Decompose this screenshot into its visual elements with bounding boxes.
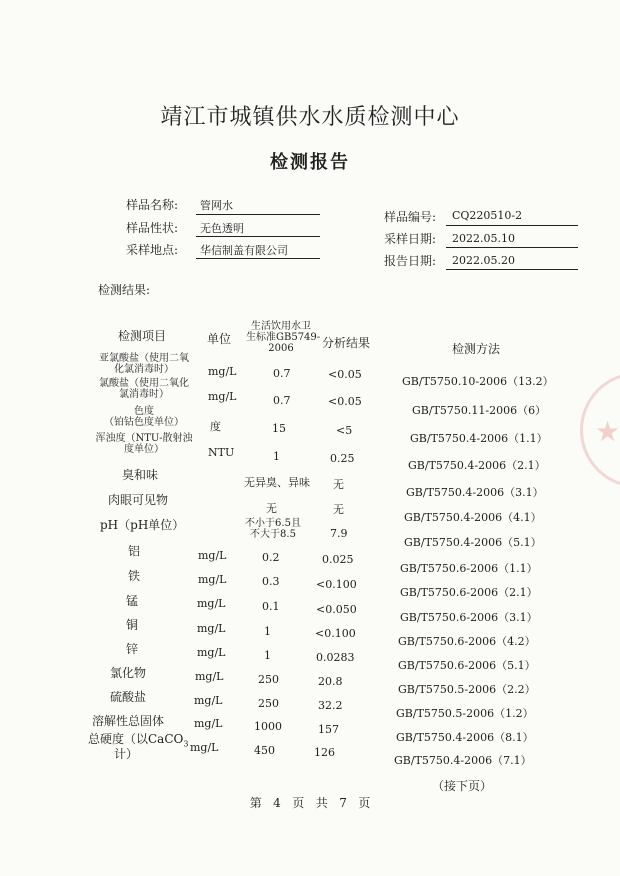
row-16-item-text: 总硬度（以CaCO <box>88 732 184 746</box>
row-2-unit: mg/L <box>208 390 237 403</box>
row-10-method: GB/T5750.6-2006（3.1） <box>400 611 538 624</box>
row-16-result: 126 <box>314 746 335 759</box>
row-16-unit: mg/L <box>190 741 219 754</box>
row-8-item: 铝 <box>128 544 141 558</box>
row-2-item <box>90 378 198 400</box>
row-5-item: 臭和味 <box>122 468 159 482</box>
row-16-limit: 450 <box>254 744 275 757</box>
row-4-limit: 1 <box>273 450 280 463</box>
header-unit: 单位 <box>207 332 232 346</box>
row-1-item-line2: 化氯消毒时） <box>114 364 174 375</box>
row-15-limit: 1000 <box>254 720 282 733</box>
row-5-limit: 无异臭、异味 <box>244 476 310 489</box>
sample-property-label: 样品性状: <box>126 221 179 235</box>
sampling-date-underline <box>446 247 578 248</box>
row-3-result: <5 <box>336 424 353 437</box>
row-6-method: GB/T5750.4-2006（4.1） <box>404 511 542 524</box>
row-13-limit: 250 <box>258 673 279 686</box>
report-date-underline <box>446 269 578 270</box>
row-3-item <box>90 406 198 428</box>
row-2-result: <0.05 <box>328 395 362 408</box>
row-8-method: GB/T5750.6-2006（1.1） <box>400 562 538 575</box>
row-13-result: 20.8 <box>318 675 343 688</box>
footer-current-page: 4 <box>273 796 281 810</box>
header-item: 检测项目 <box>118 329 167 343</box>
row-15-item: 溶解性总固体 <box>92 714 165 728</box>
row-9-result: <0.100 <box>316 578 357 591</box>
row-10-item: 锰 <box>126 594 139 608</box>
footer-page-prefix: 第 <box>249 796 262 810</box>
row-2-item-line2: 氯消毒时） <box>119 389 169 400</box>
row-4-item-line2: 度单位） <box>124 444 164 455</box>
row-1-item-line1: 亚氯酸盐（使用二氧 <box>99 353 189 364</box>
sample-location-underline <box>196 258 320 259</box>
row-13-method: GB/T5750.5-2006（2.2） <box>398 683 536 696</box>
sample-id-value: CQ220510-2 <box>452 209 523 222</box>
row-14-method: GB/T5750.5-2006（1.2） <box>396 707 534 720</box>
row-3-item-line2: （铂钴色度单位） <box>104 417 184 428</box>
row-4-result: 0.25 <box>330 452 355 465</box>
report-date-label: 报告日期: <box>384 254 437 268</box>
header-result: 分析结果 <box>322 336 371 350</box>
report-subtitle: 检测报告 <box>270 152 350 173</box>
row-12-item: 锌 <box>126 642 139 656</box>
report-org-title: 靖江市城镇供水水质检测中心 <box>160 105 460 130</box>
row-2-method: GB/T5750.11-2006（6） <box>412 404 547 417</box>
row-4-item-line1: 浑浊度（NTU-散射浊 <box>95 433 193 444</box>
row-9-limit: 0.3 <box>262 575 280 588</box>
row-7-limit <box>236 518 310 540</box>
header-standard-line1: 生活饮用水卫 <box>251 321 311 332</box>
row-12-result: 0.0283 <box>316 651 355 664</box>
row-4-item <box>90 433 198 455</box>
sample-id-underline <box>446 225 578 226</box>
continued-note: （接下页） <box>432 779 493 793</box>
row-11-item: 铜 <box>126 618 139 632</box>
seal-star-icon: ★ <box>595 415 620 448</box>
header-standard-line2: 生标准GB5749- <box>246 332 321 343</box>
row-11-result: <0.100 <box>315 627 356 640</box>
footer-total-suffix: 页 <box>358 796 371 810</box>
row-10-result: <0.050 <box>316 603 357 616</box>
header-method: 检测方法 <box>452 342 501 356</box>
row-8-unit: mg/L <box>198 549 227 562</box>
sample-name-underline <box>196 214 320 215</box>
row-3-unit: 度 <box>210 420 221 433</box>
row-11-limit: 1 <box>264 625 271 638</box>
footer-page-suffix: 页 <box>292 796 305 810</box>
sample-name-label: 样品名称: <box>126 198 179 212</box>
sample-location-value: 华信制盖有限公司 <box>200 244 288 257</box>
row-4-unit: NTU <box>208 446 235 459</box>
row-16-method: GB/T5750.4-2006（7.1） <box>394 754 532 767</box>
row-7-limit-line2: 不大于8.5 <box>250 529 296 540</box>
row-7-method: GB/T5750.4-2006（5.1） <box>404 536 542 549</box>
row-3-item-line1: 色度 <box>134 406 154 417</box>
row-1-item <box>90 353 198 375</box>
page-footer <box>0 794 620 811</box>
row-14-unit: mg/L <box>194 694 223 707</box>
row-8-limit: 0.2 <box>262 551 280 564</box>
row-1-limit: 0.7 <box>273 367 291 380</box>
sample-location-label: 采样地点: <box>126 243 179 257</box>
footer-total-pages: 7 <box>339 796 347 810</box>
row-10-unit: mg/L <box>197 597 226 610</box>
row-2-item-line1: 氯酸盐（使用二氧化 <box>99 378 189 389</box>
row-12-unit: mg/L <box>197 646 226 659</box>
row-12-method: GB/T5750.6-2006（5.1） <box>398 659 536 672</box>
row-8-result: 0.025 <box>322 553 354 566</box>
row-15-unit: mg/L <box>194 717 223 730</box>
row-14-item: 硫酸盐 <box>110 690 147 704</box>
row-11-method: GB/T5750.6-2006（4.2） <box>398 635 536 648</box>
row-5-result: 无 <box>333 478 344 491</box>
row-14-limit: 250 <box>258 697 279 710</box>
row-16-item-line1 <box>88 730 188 748</box>
row-2-limit: 0.7 <box>273 394 291 407</box>
sample-name-value: 管网水 <box>200 199 233 212</box>
row-16-item-line2: 计） <box>114 747 139 761</box>
row-15-result: 157 <box>318 723 339 736</box>
row-9-method: GB/T5750.6-2006（2.1） <box>400 586 538 599</box>
row-9-item: 铁 <box>128 569 141 583</box>
row-1-method: GB/T5750.10-2006（13.2） <box>402 375 554 388</box>
sampling-date-label: 采样日期: <box>384 232 437 246</box>
row-6-limit: 无 <box>266 502 277 515</box>
sampling-date-value: 2022.05.10 <box>452 232 515 245</box>
row-4-method: GB/T5750.4-2006（2.1） <box>408 459 546 472</box>
row-3-limit: 15 <box>272 422 286 435</box>
row-12-limit: 1 <box>264 649 271 662</box>
row-14-result: 32.2 <box>318 699 343 712</box>
row-7-result: 7.9 <box>330 527 348 540</box>
row-10-limit: 0.1 <box>262 600 280 613</box>
row-7-item: pH（pH单位） <box>100 518 185 532</box>
row-9-unit: mg/L <box>198 573 227 586</box>
row-1-unit: mg/L <box>208 365 237 378</box>
row-3-method: GB/T5750.4-2006（1.1） <box>410 432 548 445</box>
header-standard-line3: 2006 <box>268 343 294 354</box>
row-16-item-subscript: 3 <box>183 739 189 749</box>
report-date-value: 2022.05.20 <box>452 254 515 267</box>
sample-property-underline <box>196 236 320 237</box>
sample-property-value: 无色透明 <box>200 222 244 235</box>
row-15-method: GB/T5750.4-2006（8.1） <box>396 731 534 744</box>
results-label: 检测结果: <box>98 283 151 297</box>
row-13-item: 氯化物 <box>110 666 147 680</box>
row-1-result: <0.05 <box>328 368 362 381</box>
row-13-unit: mg/L <box>195 670 224 683</box>
row-7-limit-line1: 不小于6.5且 <box>245 518 301 529</box>
row-6-result: 无 <box>333 503 344 516</box>
row-11-unit: mg/L <box>197 622 226 635</box>
row-6-item: 肉眼可见物 <box>108 493 169 507</box>
footer-total-prefix: 共 <box>315 796 328 810</box>
row-5-method: GB/T5750.4-2006（3.1） <box>406 486 544 499</box>
header-standard <box>246 321 321 354</box>
sample-id-label: 样品编号: <box>384 210 437 224</box>
